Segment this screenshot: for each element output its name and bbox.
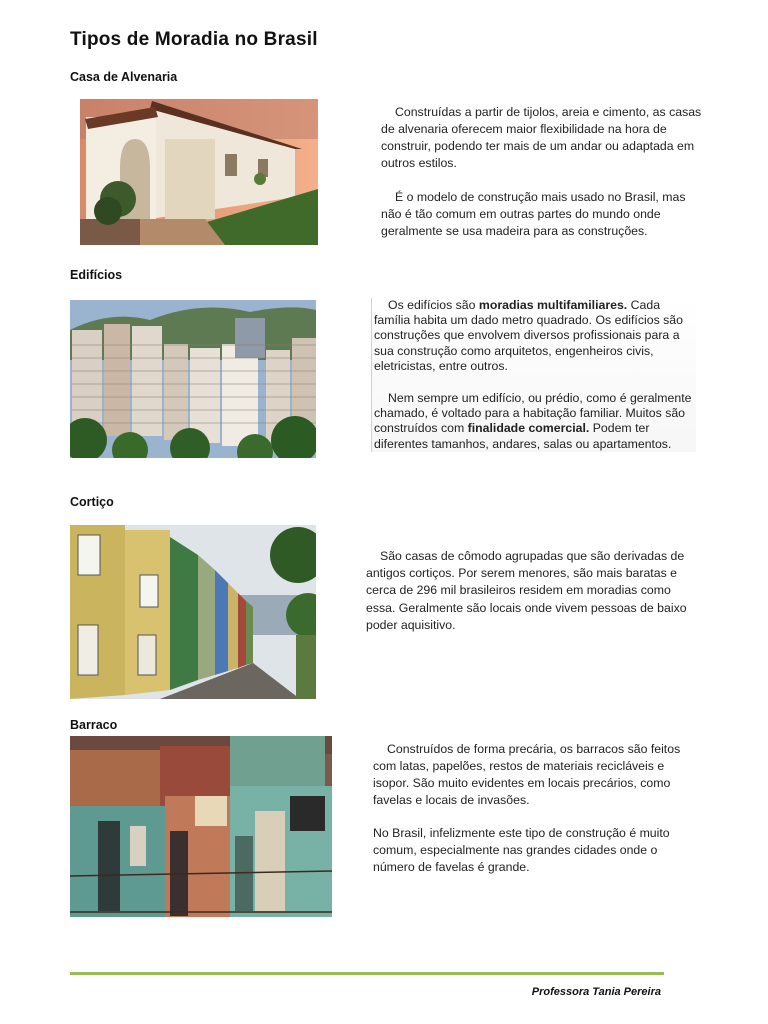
section-heading-edificios: Edifícios [70,268,123,282]
paragraph: Construídas a partir de tijolos, areia e cimento, as casas de alvenaria oferecem maior flexibilidade na hora de construir, podendo ter mais de um andar ou adaptada em outros estilos. [381,105,702,170]
paragraph: São casas de cômodo agrupadas que são derivadas de antigos cortiços. Por serem menores, são mais baratas e cerca de 296 mil brasileiros residem em moradias como essa. Geralmente são locais onde vivem pessoas de baixo poder aquisitivo. [366,549,687,632]
footer-author: Professora Tania Pereira [531,986,661,998]
footer-divider [70,972,664,975]
photo-barraco [70,736,332,917]
paragraph: Os edifícios são moradias multifamiliares. Cada família habita um dado metro quadrado. Os edifícios são construções que envolvem diversos profissionais para a sua construção como arquitetos, engenheiros civis, eletricistas, entre outros. [374,298,683,373]
paragraph: Construídos de forma precária, os barracos são feitos com latas, papelões, restos de materiais recicláveis e isopor. São muito evidentes em locais precários, como favelas e locais de invasões. [373,742,681,807]
photo-cortico [70,525,316,699]
emphasis-text: moradias multifamiliares. [478,298,628,312]
page-title: Tipos de Moradia no Brasil [70,29,318,50]
photo-casa-alvenaria [80,99,318,245]
section-heading-cortico: Cortiço [70,495,114,509]
paragraph: Nem sempre um edifício, ou prédio, como é geralmente chamado, é voltado para a habitação familiar. Muitos são construídos com finalidade comercial. Podem ter diferentes tamanhos, andares, salas ou apartamentos. [374,391,692,451]
section-heading-barraco: Barraco [70,718,118,732]
paragraph: No Brasil, infelizmente este tipo de construção é muito comum, especialmente nas grandes cidades onde o número de favelas é grande. [373,826,670,874]
photo-edificios [70,300,316,458]
section-text-edificios [371,298,696,452]
section-text-alvenaria [381,104,703,240]
emphasis-text: finalidade comercial. [467,421,590,436]
paragraph: É o modelo de construção mais usado no Brasil, mas não é tão comum em outras partes do mundo onde geralmente se usa madeira para as construções. [381,190,686,238]
section-text-barraco [373,741,693,876]
section-text-cortico [366,548,696,634]
section-heading-alvenaria: Casa de Alvenaria [70,70,178,84]
